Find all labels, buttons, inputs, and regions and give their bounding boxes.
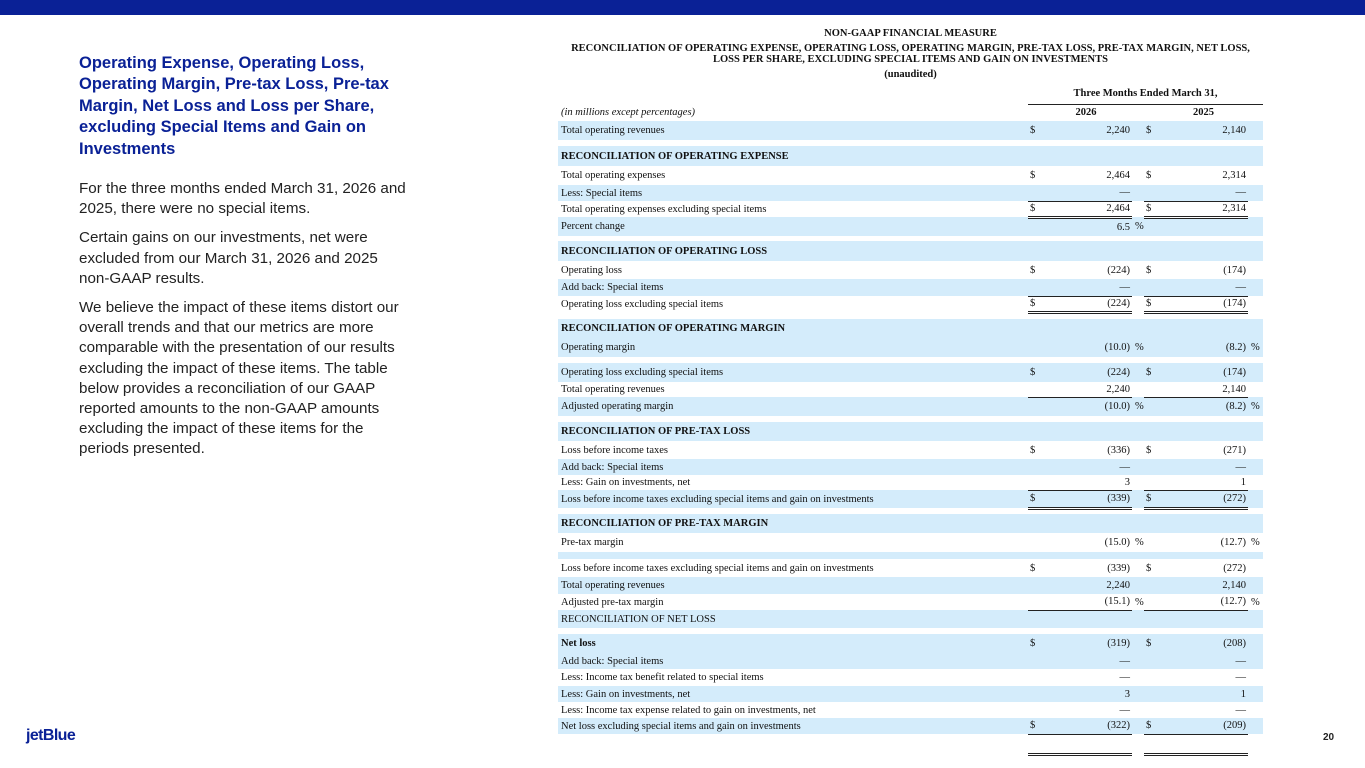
currency-2025	[1144, 319, 1158, 338]
percent-2026	[1132, 734, 1144, 754]
row-label: Adjusted operating margin	[558, 397, 1028, 416]
section-header-row	[558, 241, 1263, 261]
currency-2026: $	[1028, 121, 1042, 140]
row-label	[558, 734, 1028, 754]
currency-2025	[1144, 594, 1158, 610]
row-label: Less: Income tax benefit related to special items	[561, 672, 764, 683]
currency-2025	[1144, 653, 1158, 669]
currency-2026	[1028, 382, 1042, 397]
percent-2026	[1132, 241, 1144, 261]
percent-2025	[1248, 201, 1263, 217]
currency-2025	[1144, 217, 1158, 236]
value-2025: —	[1158, 653, 1248, 669]
table-row	[558, 475, 1263, 490]
section-header-row	[558, 146, 1263, 166]
row-label: Pre-tax margin	[561, 537, 624, 548]
currency-2025	[1144, 610, 1158, 628]
paragraph-no-special-items: For the three months ended March 31, 2026 and 2025, there were no special items.	[79, 180, 406, 218]
table-header-unaudited: (unaudited)	[884, 69, 937, 80]
percent-2025	[1248, 279, 1263, 296]
currency-2025	[1144, 338, 1158, 357]
value-2025: (174)	[1223, 264, 1246, 276]
value-2025: 2,314	[1158, 201, 1248, 217]
row-label: RECONCILIATION OF NET LOSS	[558, 610, 1028, 628]
currency-2026: $	[1028, 634, 1042, 653]
currency-2025	[1144, 185, 1158, 201]
table-row	[558, 459, 1263, 475]
row-label: Total operating revenues	[561, 384, 665, 395]
value-2026: 2,240	[1042, 577, 1132, 594]
year-2026-header: 2026	[1075, 107, 1097, 119]
value-2025	[1158, 734, 1248, 754]
currency-2026: $	[1030, 444, 1036, 456]
percent-2025	[1248, 146, 1263, 166]
currency-2026: $	[1028, 363, 1042, 382]
percent-2026: %	[1132, 217, 1144, 236]
table-row	[558, 261, 1263, 279]
value-2025	[1158, 146, 1248, 166]
percent-2026	[1132, 185, 1144, 201]
table-row	[558, 610, 1263, 628]
row-label: Less: Income tax expense related to gain on investments, net	[561, 704, 816, 716]
value-2026: (10.0)	[1042, 338, 1132, 357]
row-label: Loss before income taxes excluding special items and gain on investments	[558, 490, 1028, 508]
percent-2026	[1132, 718, 1144, 734]
section-header-row	[558, 319, 1263, 338]
jetblue-logo: jetBlue	[26, 727, 76, 744]
percent-2026	[1132, 653, 1144, 669]
table-row	[558, 363, 1263, 382]
value-2025: —	[1158, 185, 1248, 201]
percent-2025	[1248, 217, 1263, 236]
percent-2026	[1132, 669, 1144, 686]
percent-2025	[1248, 422, 1263, 441]
currency-2026	[1028, 686, 1042, 702]
currency-2025: $	[1146, 444, 1152, 456]
table-row	[558, 217, 1263, 236]
percent-2026	[1132, 490, 1144, 508]
currency-2026	[1028, 514, 1042, 533]
table-row	[558, 121, 1263, 140]
units-label: (in millions except percentages)	[561, 107, 696, 118]
percent-2025: %	[1251, 596, 1260, 608]
currency-2025	[1144, 422, 1158, 441]
value-2026: —	[1042, 653, 1132, 669]
table-row	[558, 702, 1263, 718]
value-2026: (224)	[1042, 363, 1132, 382]
paragraph-gains-excluded: Certain gains on our investments, net were excluded from our March 31, 2026 and 2025 non-GAAP results.	[79, 229, 378, 287]
currency-2026	[1028, 669, 1042, 686]
value-2025	[1158, 610, 1248, 628]
row-label: Percent change	[558, 217, 1028, 236]
value-2025: —	[1158, 279, 1248, 296]
percent-2026	[1132, 634, 1144, 653]
currency-2026: $	[1030, 562, 1036, 574]
value-2026: (224)	[1107, 264, 1130, 276]
row-label: Total operating revenues	[558, 121, 1028, 140]
row-label: Less: Special items	[558, 185, 1028, 201]
currency-2025	[1144, 686, 1158, 702]
row-label: RECONCILIATION OF PRE-TAX LOSS	[558, 422, 1028, 441]
value-2025: (174)	[1158, 363, 1248, 382]
currency-2026	[1028, 653, 1042, 669]
currency-2026: $	[1030, 170, 1036, 181]
table-row	[558, 653, 1263, 669]
table-row	[558, 166, 1263, 185]
page-number: 20	[1323, 732, 1335, 743]
table-header-subtitle: RECONCILIATION OF OPERATING EXPENSE, OPERATING LOSS, OPERATING MARGIN, PRE-TAX LOSS, PRE-TAX MARGIN, NET LOSS, LOSS PER SHARE, EXCLUDING SPECIAL ITEMS AND GAIN ON INVESTMENTS	[571, 43, 1250, 65]
value-2025: (272)	[1158, 490, 1248, 508]
value-2026: 3	[1042, 475, 1132, 490]
currency-2025: $	[1146, 170, 1152, 181]
percent-2025	[1248, 319, 1263, 338]
top-brand-bar	[0, 0, 1365, 15]
currency-2025	[1144, 577, 1158, 594]
percent-2026	[1132, 702, 1144, 718]
value-2026	[1042, 610, 1132, 628]
table-row	[558, 559, 1263, 577]
percent-2026	[1132, 441, 1144, 459]
percent-2025	[1248, 121, 1263, 140]
value-2026	[1042, 319, 1132, 338]
percent-2026	[1132, 296, 1144, 312]
currency-2026	[1028, 702, 1042, 718]
value-2025: (8.2)	[1158, 397, 1248, 416]
percent-2026: %	[1132, 338, 1144, 357]
currency-2025: $	[1144, 718, 1158, 734]
table-row	[558, 577, 1263, 594]
percent-2025	[1248, 514, 1263, 533]
value-2026: (15.1)	[1042, 594, 1132, 610]
currency-2026	[1028, 734, 1042, 754]
value-2025: 1	[1158, 686, 1248, 702]
currency-2025: $	[1144, 634, 1158, 653]
row-label: RECONCILIATION OF OPERATING EXPENSE	[558, 146, 1028, 166]
percent-2026	[1132, 686, 1144, 702]
table-row	[558, 533, 1263, 552]
period-header: Three Months Ended March 31,	[1028, 83, 1263, 104]
value-2025: (208)	[1158, 634, 1248, 653]
currency-2025: $	[1144, 201, 1158, 217]
currency-2026	[1028, 397, 1042, 416]
percent-2025: %	[1251, 537, 1260, 548]
percent-2025	[1248, 718, 1263, 734]
value-2026: —	[1042, 185, 1132, 201]
row-label: Add back: Special items	[558, 459, 1028, 475]
percent-2025	[1248, 441, 1263, 459]
percent-2026: %	[1132, 397, 1144, 416]
currency-2026	[1028, 338, 1042, 357]
currency-2026	[1028, 422, 1042, 441]
row-label: Total operating expenses excluding special items	[561, 203, 767, 215]
table-row	[558, 185, 1263, 201]
percent-2025	[1248, 185, 1263, 201]
percent-2026	[1132, 279, 1144, 296]
percent-2025	[1248, 669, 1263, 686]
currency-2026	[1028, 533, 1042, 552]
table-row	[558, 686, 1263, 702]
row-label: Less: Gain on investments, net	[558, 686, 1028, 702]
section-header-row	[558, 514, 1263, 533]
value-2025: (272)	[1223, 562, 1246, 574]
currency-2025: $	[1144, 490, 1158, 508]
percent-2025	[1248, 475, 1263, 490]
currency-2025: $	[1146, 562, 1152, 574]
currency-2025	[1144, 514, 1158, 533]
currency-2025: $	[1146, 264, 1152, 276]
percent-2025	[1248, 686, 1263, 702]
value-2026: (319)	[1042, 634, 1132, 653]
currency-2025: $	[1144, 121, 1158, 140]
value-2025: —	[1235, 704, 1246, 716]
currency-2026	[1028, 475, 1042, 490]
row-label: Operating loss excluding special items	[558, 363, 1028, 382]
value-2026: (336)	[1107, 444, 1130, 456]
currency-2025	[1144, 459, 1158, 475]
percent-2025	[1248, 734, 1263, 754]
currency-2026	[1028, 319, 1042, 338]
currency-2025	[1144, 146, 1158, 166]
spacer-row	[558, 552, 1263, 559]
value-2025	[1158, 422, 1248, 441]
currency-2026	[1028, 279, 1042, 296]
currency-2026	[1028, 185, 1042, 201]
percent-2025	[1248, 459, 1263, 475]
value-2026: —	[1119, 672, 1130, 683]
value-2025: (271)	[1223, 444, 1246, 456]
row-label: RECONCILIATION OF OPERATING LOSS	[558, 241, 1028, 261]
currency-2026	[1028, 241, 1042, 261]
currency-2026	[1028, 217, 1042, 236]
table-row	[558, 734, 1263, 754]
percent-2026	[1132, 382, 1144, 397]
value-2025: (209)	[1158, 718, 1248, 734]
value-2026: 2,240	[1042, 121, 1132, 140]
value-2026: 2,240	[1042, 382, 1132, 397]
value-2026: —	[1042, 279, 1132, 296]
table-row	[558, 279, 1263, 296]
table-row	[558, 669, 1263, 686]
currency-2025	[1144, 533, 1158, 552]
value-2026	[1042, 514, 1132, 533]
currency-2026	[1028, 594, 1042, 610]
table-row	[558, 296, 1263, 312]
reconciliation-panel	[558, 25, 1263, 756]
section-header-row	[558, 422, 1263, 441]
value-2026: (224)	[1042, 296, 1132, 312]
row-label: Total operating revenues	[558, 577, 1028, 594]
value-2026: 3	[1042, 686, 1132, 702]
currency-2025	[1144, 382, 1158, 397]
spacer-row	[558, 312, 1263, 319]
value-2025: 2,140	[1158, 382, 1248, 397]
value-2025: 2,140	[1158, 577, 1248, 594]
value-2025: (174)	[1158, 296, 1248, 312]
currency-2025	[1144, 397, 1158, 416]
currency-2025: $	[1144, 296, 1158, 312]
percent-2026	[1132, 261, 1144, 279]
percent-2025: %	[1248, 338, 1263, 357]
currency-2025	[1144, 669, 1158, 686]
percent-2026	[1132, 559, 1144, 577]
percent-2025	[1248, 382, 1263, 397]
table-row	[558, 718, 1263, 734]
value-2025	[1158, 241, 1248, 261]
row-label: Operating loss	[561, 264, 622, 276]
value-2026: —	[1119, 704, 1130, 716]
value-2026: (339)	[1107, 562, 1130, 574]
currency-2026: $	[1028, 201, 1042, 217]
value-2025	[1158, 514, 1248, 533]
row-label: Adjusted pre-tax margin	[561, 596, 664, 608]
row-label: Loss before income taxes excluding special items and gain on investments	[561, 562, 874, 574]
value-2026: —	[1042, 459, 1132, 475]
row-label: Add back: Special items	[558, 279, 1028, 296]
percent-2026	[1132, 459, 1144, 475]
table-row	[558, 338, 1263, 357]
percent-2026	[1132, 577, 1144, 594]
table-row	[558, 490, 1263, 508]
currency-2025	[1144, 241, 1158, 261]
row-label: Net loss	[558, 634, 1028, 653]
percent-2026	[1132, 514, 1144, 533]
value-2025: (12.7)	[1158, 594, 1248, 610]
value-2026: 2,464	[1106, 170, 1130, 181]
percent-2025: %	[1248, 397, 1263, 416]
row-label: RECONCILIATION OF PRE-TAX MARGIN	[558, 514, 1028, 533]
value-2025: 2,140	[1158, 121, 1248, 140]
table-row	[558, 594, 1263, 610]
percent-2026	[1132, 422, 1144, 441]
value-2026	[1042, 146, 1132, 166]
column-header-row	[558, 104, 1263, 121]
table-row	[558, 441, 1263, 459]
percent-2025	[1248, 577, 1263, 594]
table-row	[558, 201, 1263, 217]
value-2025: (8.2)	[1158, 338, 1248, 357]
value-2025: (12.7)	[1220, 537, 1246, 548]
value-2025: 1	[1158, 475, 1248, 490]
percent-2025	[1248, 559, 1263, 577]
currency-2026: $	[1028, 718, 1042, 734]
row-label: Total operating expenses	[561, 170, 666, 181]
percent-2025	[1248, 702, 1263, 718]
currency-2026	[1028, 577, 1042, 594]
year-2025-header: 2025	[1193, 107, 1214, 119]
percent-2026	[1132, 201, 1144, 217]
slide-title: Operating Expense, Operating Loss, Operating Margin, Pre-tax Loss, Pre-tax Margin, Net Loss and Loss per Share, excluding Special Items and Gain on Investments	[79, 54, 389, 158]
value-2026: 2,464	[1042, 201, 1132, 217]
value-2026	[1042, 422, 1132, 441]
currency-2026: $	[1028, 296, 1042, 312]
table-header-title: NON-GAAP FINANCIAL MEASURE	[824, 28, 997, 39]
row-label: Net loss excluding special items and gain on investments	[558, 718, 1028, 734]
currency-2025	[1144, 475, 1158, 490]
row-label: Add back: Special items	[558, 653, 1028, 669]
percent-2026: %	[1135, 596, 1144, 608]
currency-2025	[1144, 702, 1158, 718]
period-header-row	[558, 83, 1263, 104]
percent-2026	[1132, 363, 1144, 382]
percent-2026	[1132, 475, 1144, 490]
percent-2025	[1248, 296, 1263, 312]
table-row	[558, 382, 1263, 397]
reconciliation-table	[558, 83, 1263, 756]
currency-2026	[1028, 459, 1042, 475]
percent-2025	[1248, 166, 1263, 185]
percent-2026	[1132, 610, 1144, 628]
value-2025	[1158, 217, 1248, 236]
row-label: RECONCILIATION OF OPERATING MARGIN	[558, 319, 1028, 338]
percent-2026: %	[1135, 537, 1144, 548]
percent-2026	[1132, 121, 1144, 140]
value-2026: (339)	[1042, 490, 1132, 508]
value-2025	[1158, 319, 1248, 338]
percent-2025	[1248, 241, 1263, 261]
value-2025: 2,314	[1222, 170, 1246, 181]
currency-2026: $	[1030, 264, 1036, 276]
currency-2025	[1144, 279, 1158, 296]
table-row	[558, 397, 1263, 416]
currency-2026	[1028, 610, 1042, 628]
percent-2026	[1132, 166, 1144, 185]
value-2026	[1042, 734, 1132, 754]
percent-2025	[1248, 490, 1263, 508]
percent-2025	[1248, 261, 1263, 279]
currency-2026: $	[1028, 490, 1042, 508]
currency-2025: $	[1144, 363, 1158, 382]
row-label: Less: Gain on investments, net	[561, 477, 691, 488]
currency-2026	[1028, 146, 1042, 166]
section-header-row	[558, 634, 1263, 653]
value-2026: 6.5	[1042, 217, 1132, 236]
value-2026: (10.0)	[1042, 397, 1132, 416]
currency-2025	[1144, 734, 1158, 754]
percent-2025	[1248, 634, 1263, 653]
row-label: Operating loss excluding special items	[561, 298, 724, 310]
left-text-panel	[79, 53, 409, 469]
value-2025: —	[1158, 459, 1248, 475]
paragraph-rationale: We believe the impact of these items distort our overall trends and that our metrics are more comparable with the presentation of our results excluding the impact of these items. The table below provides a reconciliation of our GAAP reported amounts to the non-GAAP amounts excluding the impact of these items for the periods presented.	[79, 299, 399, 458]
value-2025: —	[1235, 672, 1246, 683]
value-2026: (322)	[1042, 718, 1132, 734]
value-2026: (15.0)	[1104, 537, 1130, 548]
percent-2026	[1132, 319, 1144, 338]
row-label: Loss before income taxes	[561, 444, 669, 456]
percent-2025	[1248, 363, 1263, 382]
percent-2025	[1248, 653, 1263, 669]
row-label: Operating margin	[558, 338, 1028, 357]
value-2026	[1042, 241, 1132, 261]
percent-2026	[1132, 146, 1144, 166]
percent-2025	[1248, 610, 1263, 628]
